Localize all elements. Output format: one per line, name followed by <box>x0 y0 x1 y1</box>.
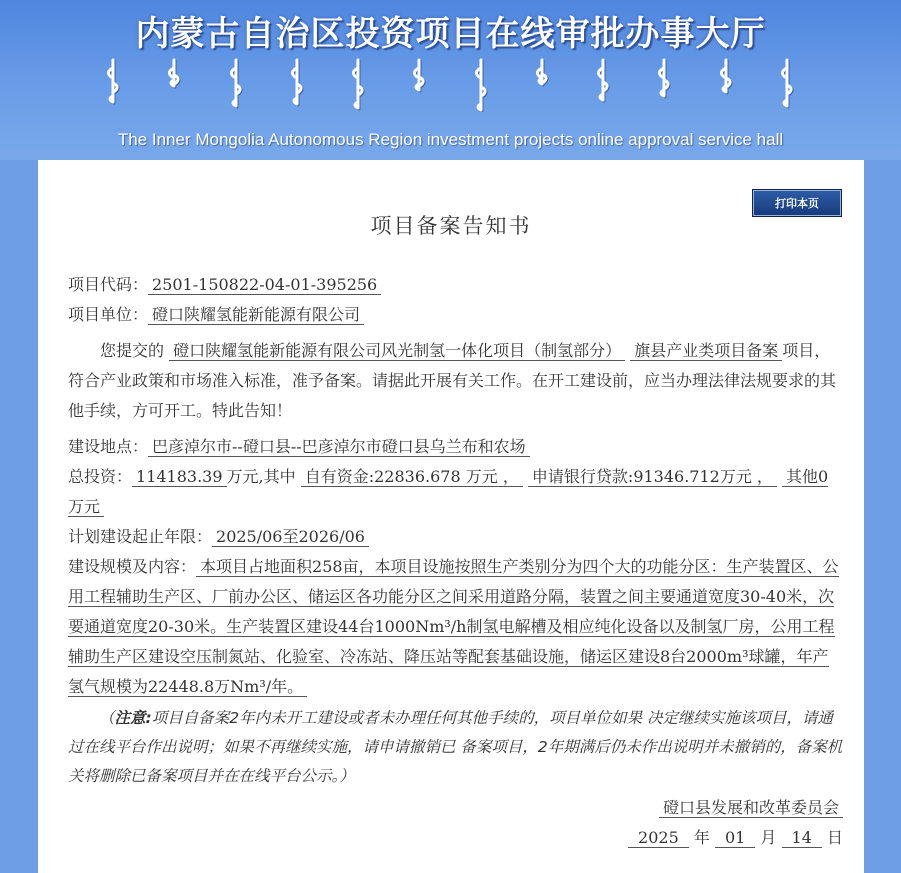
scale-label: 建设规模及内容： <box>68 557 197 576</box>
date-year-unit: 年 <box>693 828 710 847</box>
mongolian-glyph <box>161 56 187 112</box>
project-unit-label: 项目单位： <box>68 305 149 324</box>
other-funds: 其他0 万元 <box>68 467 829 516</box>
location-label: 建设地点： <box>68 437 149 456</box>
period-label: 计划建设起止年限： <box>68 527 213 546</box>
approval-text: 项目，符合产业政策和市场准入标准，准予备案。请据此开展有关工作。在开工建设前，应当办理法律法规要求的其他手续，方可开工。特此告知！ <box>68 341 837 420</box>
filing-type: 旗县产业类项目备案 <box>630 341 782 361</box>
scale-line <box>68 552 843 702</box>
own-funds: 自有资金:22836.678 万元 ， <box>301 467 523 487</box>
project-code-label: 项目代码： <box>68 275 149 294</box>
project-code-line <box>68 270 843 300</box>
print-page-button[interactable]: 打印本页 <box>752 189 842 217</box>
investment-label: 总投资： <box>68 467 133 486</box>
notice-document <box>38 160 864 873</box>
mongolian-glyph <box>774 56 800 112</box>
date-year: 2025 <box>628 828 689 848</box>
bank-loan: 申请银行贷款:91346.712万元 ， <box>528 467 777 487</box>
mongolian-glyph <box>100 56 126 112</box>
project-name: 磴口陕耀氢能新能源有限公司风光制氢一体化项目（制氢部分） <box>169 341 625 361</box>
mongolian-glyph <box>590 56 616 112</box>
mongolian-glyph <box>406 56 432 112</box>
document-body <box>68 270 843 853</box>
header-banner <box>0 0 901 160</box>
note-label: 注意: <box>114 709 152 727</box>
mongolian-glyph <box>223 56 249 112</box>
investment-unit: 万元,其中 <box>226 467 296 486</box>
location-value: 巴彦淖尔市--磴口县--巴彦淖尔市磴口县乌兰布和农场 <box>148 437 530 457</box>
document-title: 项目备案告知书 <box>370 214 532 238</box>
banner-subtitle: The Inner Mongolia Autonomous Region investment projects online approval service hall <box>117 130 784 149</box>
approval-paragraph <box>68 336 843 426</box>
mongolian-glyph <box>713 56 739 112</box>
period-line <box>68 522 843 552</box>
scale-value: 本项目占地面积258亩，本项目设施按照生产类别分为四个大的功能分区：生产装置区、公用工程辅助生产区、厂前办公区、储运区各功能分区之间采用道路分隔，装置之间主要通道宽度30-40米，次要通道宽度20-30米。生产装置区建设44台1000Nm³/h制氢电解槽及相应纯化设备以及制氢厂房，公用工程辅助生产区建设空压制氮站、化验室、冷冻站、降压站等配套基础设施，储运区建设8台2000m³球罐，年产氢气规模为22448.8万Nm³/年。 <box>68 557 839 696</box>
date-day: 14 <box>782 828 822 848</box>
mongolian-glyph <box>468 56 494 112</box>
mongolian-glyph <box>529 56 555 112</box>
date-month-unit: 月 <box>760 828 777 847</box>
mongolian-glyph <box>284 56 310 112</box>
banner-title: 内蒙古自治区投资项目在线审批办事大厅 <box>135 14 766 54</box>
project-unit-line <box>68 300 843 330</box>
issuer-line <box>68 793 843 823</box>
issue-date <box>68 823 843 853</box>
project-code-value: 2501-150822-04-01-395256 <box>148 275 381 295</box>
issuer-name: 磴口县发展和改革委员会 <box>659 798 843 818</box>
project-unit-value: 磴口陕耀氢能新能源有限公司 <box>148 305 364 325</box>
mongolian-script-title <box>100 56 800 112</box>
mongolian-glyph <box>651 56 677 112</box>
approval-prefix: 您提交的 <box>100 341 165 360</box>
note-open-paren: （ <box>99 709 115 727</box>
investment-line <box>68 462 843 522</box>
mongolian-glyph <box>345 56 371 112</box>
period-value: 2025/06至2026/06 <box>212 527 369 547</box>
investment-total: 114183.39 <box>132 467 227 487</box>
date-day-unit: 日 <box>826 828 843 847</box>
date-month: 01 <box>715 828 755 848</box>
notice-note <box>68 704 843 791</box>
location-line <box>68 432 843 462</box>
note-text: 项目自备案2年内未开工建设或者未办理任何其他手续的，项目单位如果 决定继续实施该项目，请通过在线平台作出说明；如果不再继续实施，请申请撤销已 备案项目，2年期满后仍未作出说明并未撤销的，备案机关将删除已备案项目并在在线平台公示。） <box>68 709 843 785</box>
